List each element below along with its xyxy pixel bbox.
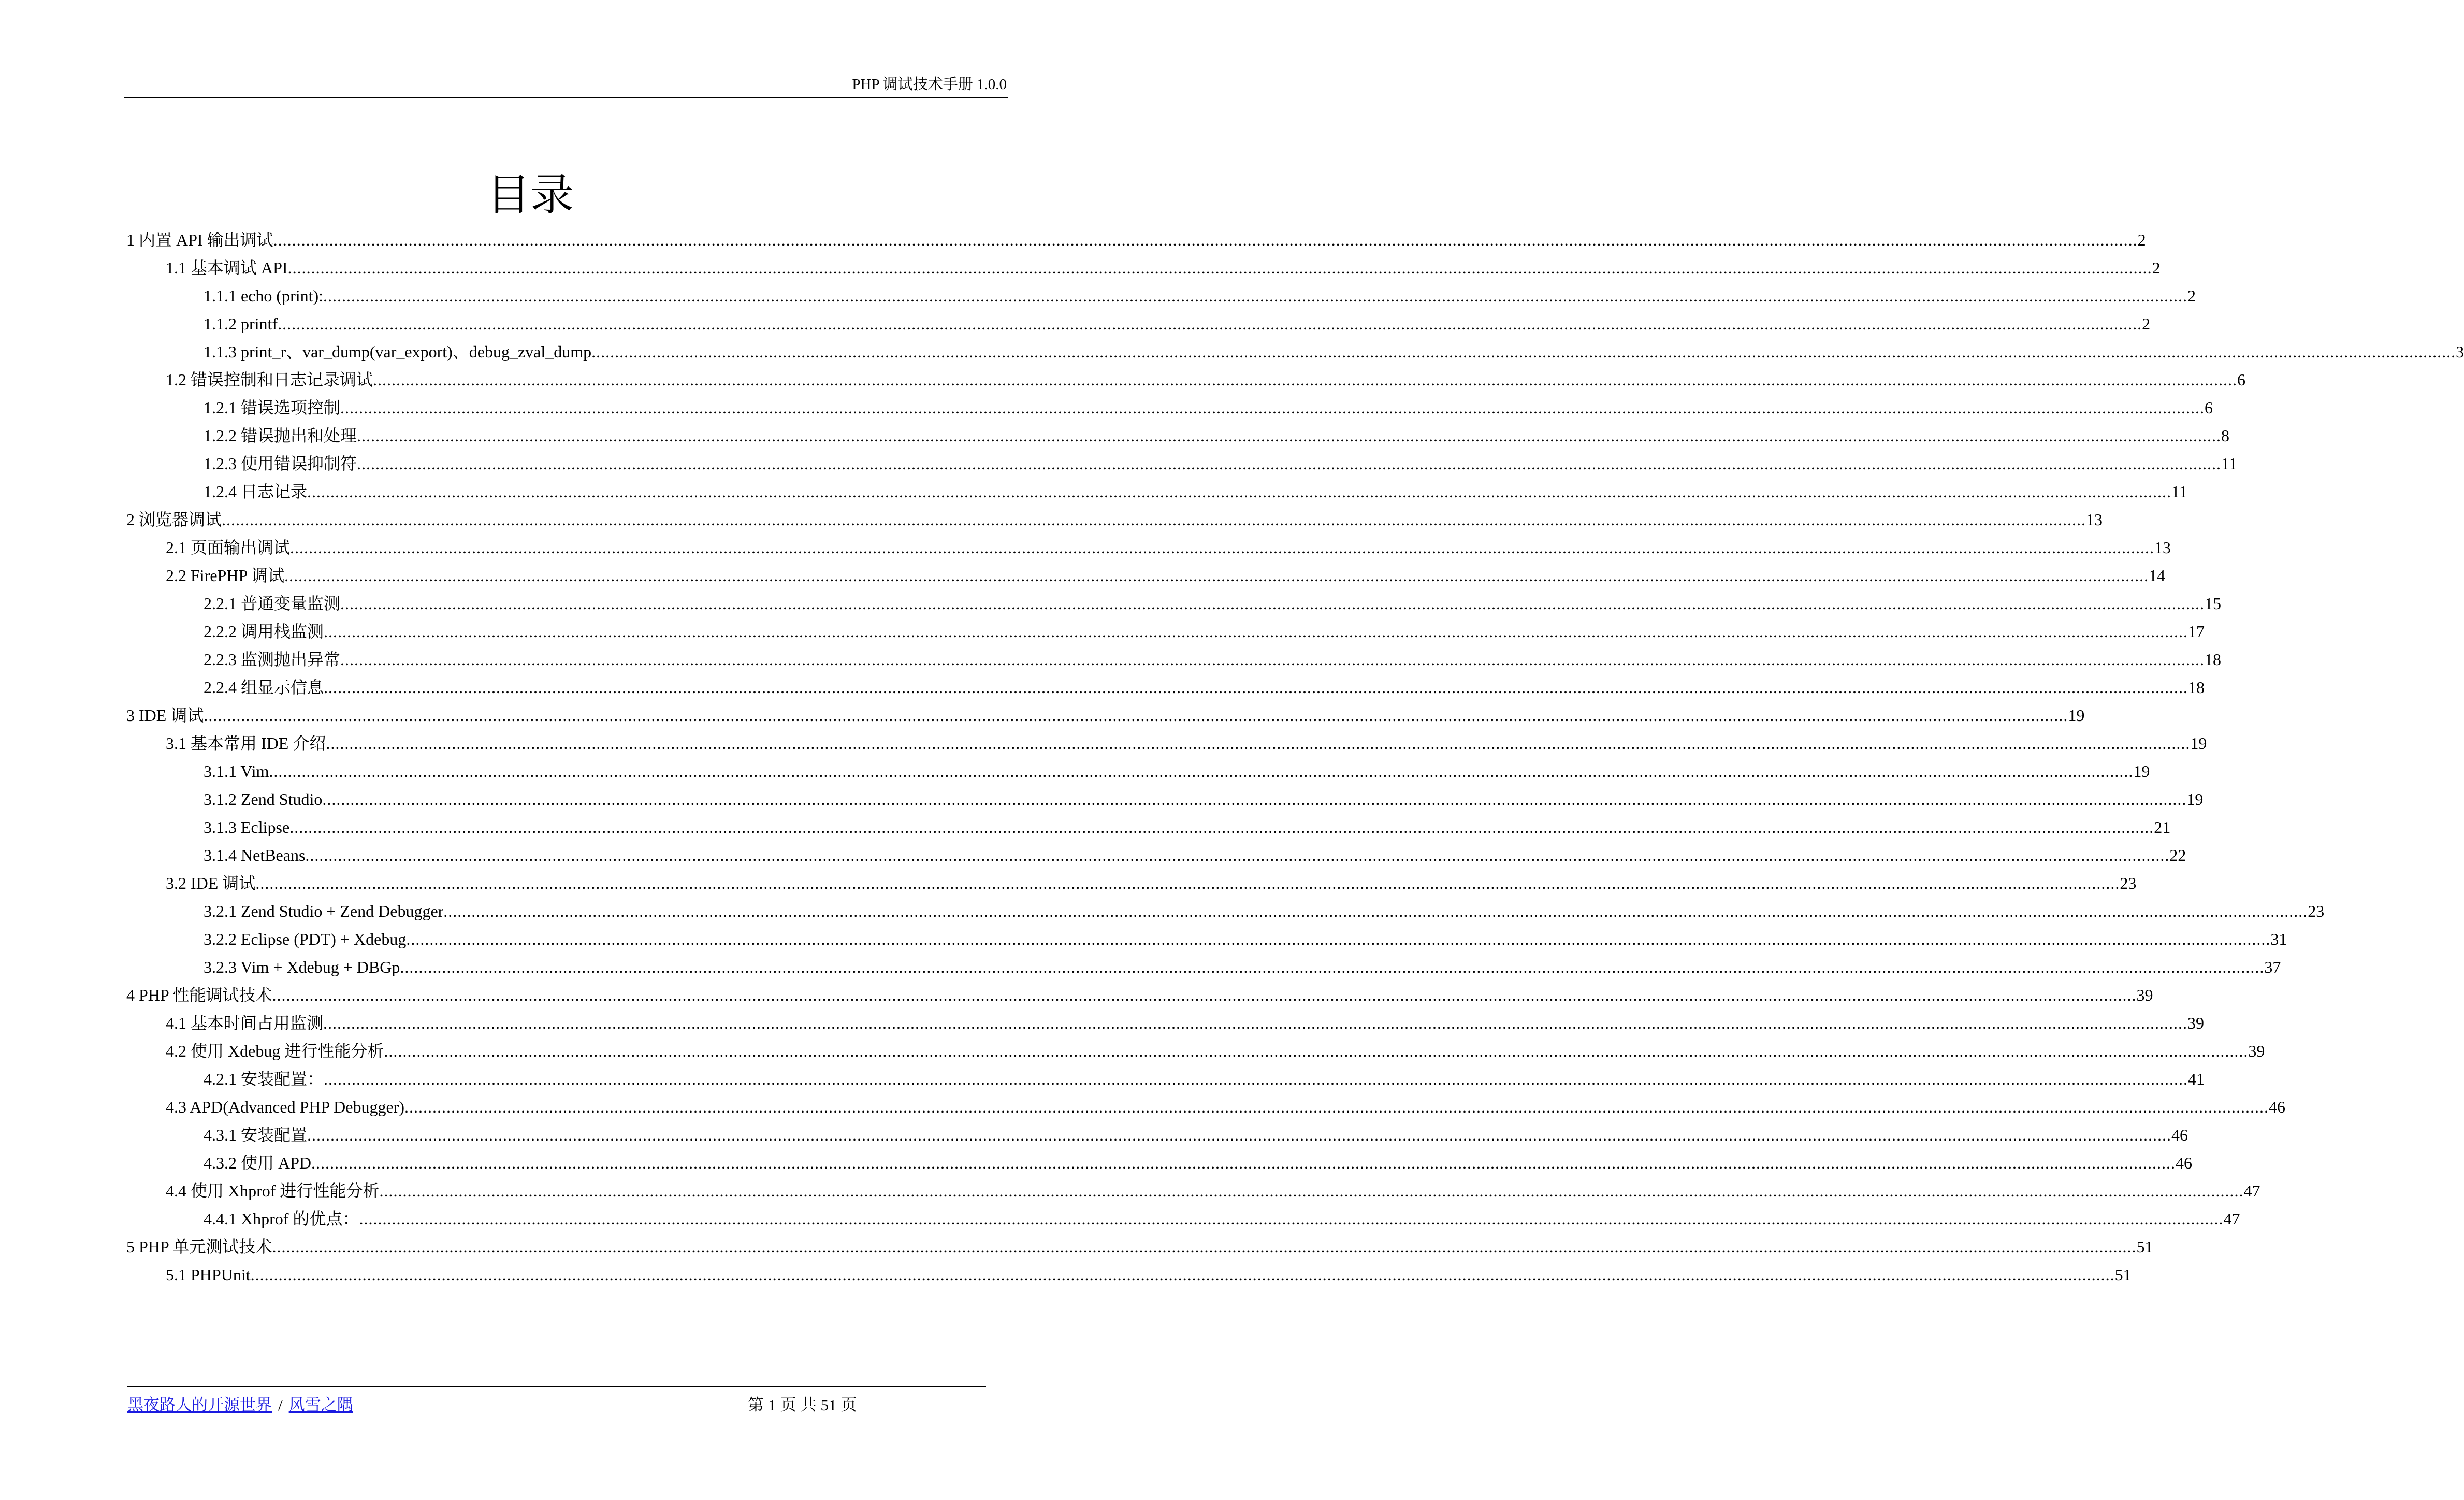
toc-entry[interactable]: 2.2.2 调用栈监测 ................................................................................................................................................................................................................................................................................................................................................................................................................ 17 [204,622,2205,641]
toc-entry[interactable]: 4.3 APD(Advanced PHP Debugger) ................................................................................................................................................................................................................................................................................................................................................................................................................ 46 [166,1098,2285,1116]
toc-entry[interactable]: 3 IDE 调试 ................................................................................................................................................................................................................................................................................................................................................................................................................ 19 [126,706,2085,725]
toc-entry[interactable]: 5.1 PHPUnit ................................................................................................................................................................................................................................................................................................................................................................................................................ 51 [166,1265,2132,1284]
toc-entry[interactable]: 2 浏览器调试 ................................................................................................................................................................................................................................................................................................................................................................................................................ 13 [126,510,2103,529]
toc-entry[interactable]: 2.2.3 监测抛出异常 ................................................................................................................................................................................................................................................................................................................................................................................................................ 18 [204,650,2222,669]
toc-entry[interactable]: 4.2.1 安装配置： ................................................................................................................................................................................................................................................................................................................................................................................................................ 41 [204,1070,2205,1088]
toc-entry[interactable]: 1.1.2 printf ................................................................................................................................................................................................................................................................................................................................................................................................................ 2 [204,314,2151,333]
footer-link-heiye[interactable]: 黑夜路人的开源世界 [127,1396,272,1414]
toc-entry[interactable]: 4.3.2 使用 APD ................................................................................................................................................................................................................................................................................................................................................................................................................ 46 [204,1153,2193,1172]
toc-entry[interactable]: 4.4.1 Xhprof 的优点： ................................................................................................................................................................................................................................................................................................................................................................................................................ 47 [204,1209,2240,1228]
toc-entry[interactable]: 1.2 错误控制和日志记录调试 ................................................................................................................................................................................................................................................................................................................................................................................................................ 6 [166,370,2246,389]
footer-links [127,1395,353,1416]
toc-entry[interactable]: 2.2 FirePHP 调试 ................................................................................................................................................................................................................................................................................................................................................................................................................ 14 [166,566,2166,585]
running-header: PHP 调试技术手册 1.0.0 [852,76,1007,93]
toc-title: 目录 [486,169,574,220]
total-page-number: 51 [820,1396,837,1414]
page-counter: 第 1 页 共 51 页 [748,1396,857,1414]
toc-entry[interactable]: 5 PHP 单元测试技术 ................................................................................................................................................................................................................................................................................................................................................................................................................ 51 [126,1237,2153,1256]
toc-entry[interactable]: 3.2.3 Vim + Xdebug + DBGp ................................................................................................................................................................................................................................................................................................................................................................................................................ 37 [204,958,2281,976]
toc-entry[interactable]: 4.2 使用 Xdebug 进行性能分析 ................................................................................................................................................................................................................................................................................................................................................................................................................ 39 [166,1042,2265,1060]
toc-entry[interactable]: 4.3.1 安装配置 ................................................................................................................................................................................................................................................................................................................................................................................................................ 46 [204,1126,2188,1144]
toc-entry[interactable]: 1.1 基本调试 API ................................................................................................................................................................................................................................................................................................................................................................................................................ 2 [166,258,2161,277]
toc-entry[interactable]: 2.2.1 普通变量监测 ................................................................................................................................................................................................................................................................................................................................................................................................................ 15 [204,594,2222,613]
toc-entry[interactable]: 1.2.4 日志记录 ................................................................................................................................................................................................................................................................................................................................................................................................................ 11 [204,482,2187,501]
toc-entry[interactable]: 2.1 页面输出调试 ................................................................................................................................................................................................................................................................................................................................................................................................................ 13 [166,538,2171,557]
toc-entry[interactable]: 3.2 IDE 调试 ................................................................................................................................................................................................................................................................................................................................................................................................................ 23 [166,874,2137,892]
current-page-number: 1 [768,1396,776,1414]
toc-entry[interactable]: 3.1.2 Zend Studio ................................................................................................................................................................................................................................................................................................................................................................................................................ 19 [204,790,2204,809]
toc-entry[interactable]: 1.2.1 错误选项控制 ................................................................................................................................................................................................................................................................................................................................................................................................................ 6 [204,398,2213,417]
toc-entry[interactable]: 1.2.3 使用错误抑制符 ................................................................................................................................................................................................................................................................................................................................................................................................................ 11 [204,454,2237,473]
toc-entry[interactable]: 3.1.1 Vim ................................................................................................................................................................................................................................................................................................................................................................................................................ 19 [204,762,2150,781]
toc-entry[interactable]: 3.2.2 Eclipse (PDT) + Xdebug ................................................................................................................................................................................................................................................................................................................................................................................................................ 31 [204,930,2287,948]
toc-entry[interactable]: 4.4 使用 Xhprof 进行性能分析 ................................................................................................................................................................................................................................................................................................................................................................................................................ 47 [166,1181,2260,1200]
footer-divider [127,1386,986,1387]
toc-entry[interactable]: 2.2.4 组显示信息 ................................................................................................................................................................................................................................................................................................................................................................................................................ 18 [204,678,2205,697]
toc-entry[interactable]: 4.1 基本时间占用监测 ................................................................................................................................................................................................................................................................................................................................................................................................................ 39 [166,1014,2205,1032]
toc-entry[interactable]: 1.2.2 错误抛出和处理 ................................................................................................................................................................................................................................................................................................................................................................................................................ 8 [204,426,2230,445]
toc-entry[interactable]: 1.1.1 echo (print): ................................................................................................................................................................................................................................................................................................................................................................................................................ 2 [204,286,2196,305]
toc-entry[interactable]: 3.1 基本常用 IDE 介绍 ................................................................................................................................................................................................................................................................................................................................................................................................................ 19 [166,734,2207,753]
toc-entry[interactable]: 1 内置 API 输出调试 ................................................................................................................................................................................................................................................................................................................................................................................................................ 2 [126,230,2146,249]
toc-entry[interactable]: 4 PHP 性能调试技术 ................................................................................................................................................................................................................................................................................................................................................................................................................ 39 [126,986,2153,1004]
toc-entry[interactable]: 3.1.3 Eclipse ................................................................................................................................................................................................................................................................................................................................................................................................................ 21 [204,818,2171,836]
footer-link-fengxue[interactable]: 风雪之隅 [288,1396,353,1414]
toc-entry[interactable]: 1.1.3 print_r、var_dump(var_export)、debug_zval_dump ................................................................................................................................................................................................................................................................................................................................................................................................................ 3 [204,342,2464,361]
toc-entry[interactable]: 3.1.4 NetBeans ................................................................................................................................................................................................................................................................................................................................................................................................................ 22 [204,846,2186,864]
footer-separator: / [278,1396,283,1414]
toc-entry[interactable]: 3.2.1 Zend Studio + Zend Debugger ................................................................................................................................................................................................................................................................................................................................................................................................................ 23 [204,902,2325,920]
